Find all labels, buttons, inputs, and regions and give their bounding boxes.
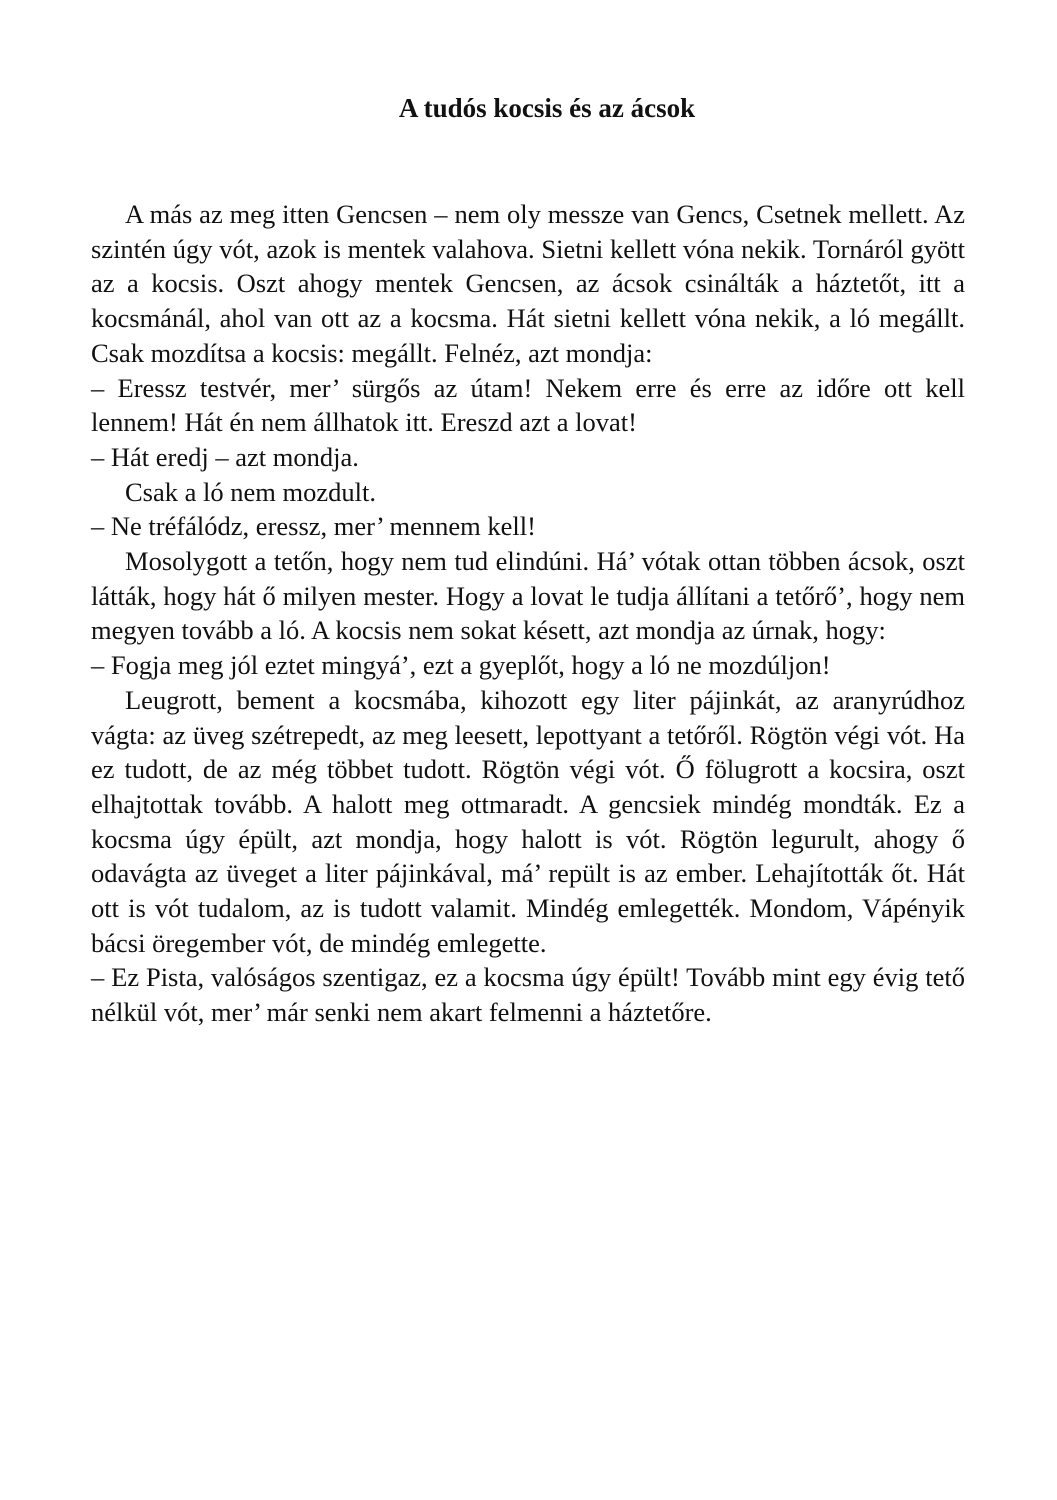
paragraph: A más az meg itten Gencsen – nem oly messze van Gencs, Csetnek mellett. Az szintén úgy vót, azok is mentek valahova. Sietni kellett vóna nekik. Tornáról gyött az a kocsis. Oszt ahogy mentek Gencsen, az ácsok csinálták a háztetőt, itt a kocsmánál, ahol van ott az a kocsma. Hát sietni kellett vóna nekik, a ló megállt. Csak mozdítsa a kocsis: megállt. Felnéz, azt mondja: — [91, 199, 965, 368]
dialogue-line: – Ez Pista, valóságos szentigaz, ez a kocsma úgy épült! Tovább mint egy évig tető nélkül vót, mer’ már senki nem akart felmenni a háztetőre. — [91, 962, 965, 1028]
paragraph: Csak a ló nem mozdult. — [125, 476, 376, 507]
dialogue-line: – Fogja meg jól eztet mingyá’, ezt a gyeplőt, hogy a ló ne mozdúljon! — [91, 650, 831, 681]
document-body — [91, 197, 965, 1030]
dialogue-line: – Eressz testvér, mer’ sürgős az útam! Nekem erre és erre az időre ott kell lennem! Hát én nem állhatok itt. Ereszd azt a lovat! — [91, 372, 965, 438]
paragraph: Leugrott, bement a kocsmába, kihozott egy liter pájinkát, az aranyrúdhoz vágta: az üveg szétrepedt, az meg leesett, lepottyant a tetőről. Rögtön végi vót. Ha ez tudott, de az még többet tudott. Rögtön végi vót. Ő fölugrott a kocsira, oszt elhajtottak tovább. A halott meg ottmaradt. A gencsiek mindég mondták. Ez a kocsma úgy épült, azt mondja, hogy halott is vót. Rögtön legurult, ahogy ő odavágta az üveget a liter pájinkával, má’ repült is az ember. Lehajították őt. Hát ott is vót tudalom, az is tudott valamit. Mindég emlegették. Mondom, Vápényik bácsi öregember vót, de mindég emlegette. — [91, 684, 965, 958]
paragraph: Mosolygott a tetőn, hogy nem tud elindúni. Há’ vótak ottan többen ácsok, oszt látták, hogy hát ő milyen mester. Hogy a lovat le tudja állítani a tetőrő’, hogy nem megyen tovább a ló. A kocsis nem sokat késett, azt mondja az úrnak, hogy: — [91, 546, 965, 646]
document-title: A tudós kocsis és az ácsok — [398, 93, 696, 123]
dialogue-line: – Hát eredj – azt mondja. — [91, 441, 359, 472]
dialogue-line: – Ne tréfálódz, eressz, mer’ mennem kell! — [91, 511, 536, 542]
